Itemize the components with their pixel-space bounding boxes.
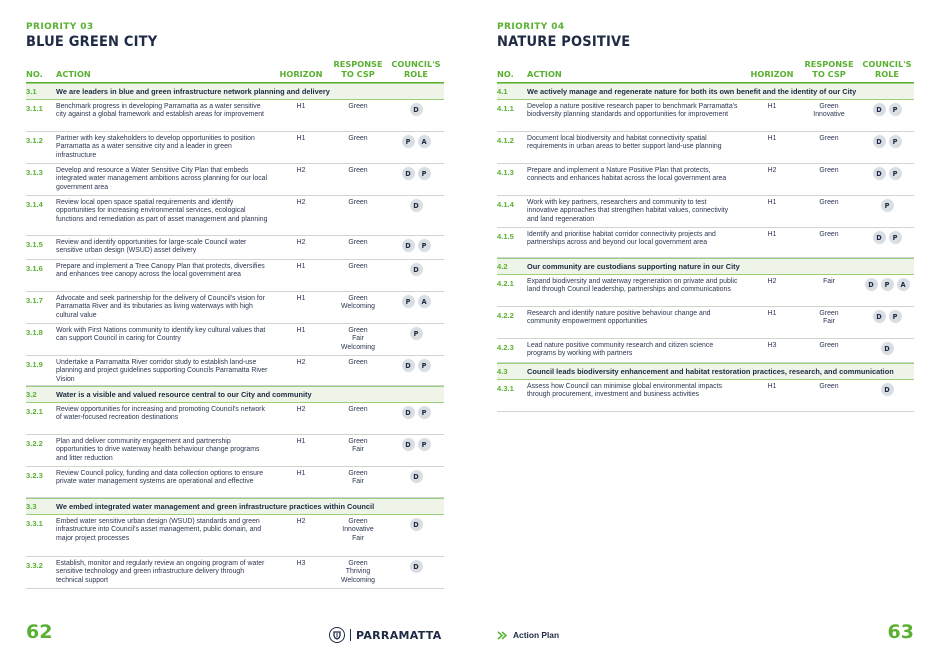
horizon-value: H2 (296, 239, 306, 246)
response-value: Green (348, 359, 368, 366)
table-row (497, 132, 914, 164)
action-number: 3.3.2 (26, 561, 43, 570)
action-text: Benchmark progress in developing Parramatta as a water sensitive city against a global framework and establish areas for improvement (56, 103, 264, 119)
role-badge: P (889, 310, 902, 323)
section-title: Our community are custodians supporting nature in our City (527, 262, 740, 271)
horizon-value: H1 (296, 135, 306, 142)
action-number: 3.1.7 (26, 296, 43, 305)
action-number: 3.1.2 (26, 136, 43, 145)
section-row (497, 83, 914, 100)
horizon-value: H1 (296, 295, 306, 302)
header-no: NO. (26, 68, 43, 79)
council-role-badges (859, 231, 915, 244)
response-value: Green Fair Welcoming (341, 327, 375, 351)
action-text: Work with First Nations community to identify key cultural values that can support Council in caring for Country (56, 327, 266, 343)
table-header (26, 57, 444, 83)
action-number: 4.2.1 (497, 279, 514, 288)
parramatta-logo (329, 627, 442, 643)
header-role: COUNCIL'S ROLE (391, 59, 441, 79)
council-role-badges (388, 327, 444, 340)
section-row (26, 386, 444, 403)
horizon-value: H2 (296, 359, 306, 366)
action-text: Assess how Council can minimise global environmental impacts through procurement, investment and business activities (527, 383, 722, 399)
section-number: 4.3 (497, 367, 508, 376)
response-value: Green Fair (819, 310, 839, 326)
action-number: 4.1.4 (497, 200, 514, 209)
table-row (497, 100, 914, 132)
action-number: 3.1.8 (26, 328, 43, 337)
header-response: RESPONSE TO CSP (804, 59, 854, 79)
council-role-badges (388, 438, 444, 451)
table-row (26, 236, 444, 260)
header-action: ACTION (527, 68, 562, 79)
horizon-value: H3 (767, 342, 777, 349)
role-badge: D (873, 231, 886, 244)
priority-label: PRIORITY 03 (26, 22, 94, 32)
action-number: 3.1.6 (26, 264, 43, 273)
table-row (26, 132, 444, 164)
role-badge: P (418, 359, 431, 372)
priority-title: BLUE GREEN CITY (26, 34, 158, 50)
horizon-value: H1 (296, 327, 306, 334)
table-row (497, 307, 914, 339)
section-number: 4.2 (497, 262, 508, 271)
action-number: 4.2.3 (497, 343, 514, 352)
council-role-badges (388, 359, 444, 372)
role-badge: D (410, 518, 423, 531)
council-role-badges (388, 167, 444, 180)
action-text: Review opportunities for increasing and promoting Council's network of water-focused recreation destinations (56, 406, 265, 422)
horizon-value: H2 (767, 278, 777, 285)
action-text: Establish, monitor and regularly review an ongoing program of water sensitive technology and green infrastructure delivery through technical support (56, 560, 265, 584)
table-row (497, 339, 914, 363)
horizon-value: H1 (296, 438, 306, 445)
section-row (26, 498, 444, 515)
table-row (26, 324, 444, 356)
action-text: Document local biodiversity and habitat connectivity spatial requirements in urban areas to better support land-use planning (527, 135, 722, 151)
role-badge: D (410, 263, 423, 276)
section-number: 3.3 (26, 502, 37, 511)
response-value: Green (348, 263, 368, 270)
role-badge: P (418, 167, 431, 180)
header-role: COUNCIL'S ROLE (862, 59, 912, 79)
role-badge: D (402, 406, 415, 419)
footer-label-text: Action Plan (513, 630, 560, 640)
role-badge: P (881, 278, 894, 291)
section-title: We actively manage and regenerate nature for both its own benefit and the identity of our City (527, 87, 857, 96)
action-number: 3.1.5 (26, 240, 43, 249)
table-row (26, 164, 444, 196)
response-value: Green (348, 406, 368, 413)
logo-divider (350, 629, 351, 641)
table-row (26, 292, 444, 324)
role-badge: D (402, 167, 415, 180)
action-text: Work with key partners, researchers and community to test innovative approaches that strengthen habitat values, connectivity and land regeneration (527, 199, 729, 223)
role-badge: D (873, 135, 886, 148)
table-row (26, 557, 444, 589)
header-horizon: HORIZON (279, 68, 323, 79)
table-row (26, 435, 444, 467)
header-action: ACTION (56, 68, 91, 79)
header-horizon: HORIZON (750, 68, 794, 79)
action-number: 3.1.4 (26, 200, 43, 209)
council-role-badges (859, 383, 915, 396)
section-row (497, 363, 914, 380)
response-value: Green (819, 199, 839, 206)
table-row (497, 275, 914, 307)
response-value: Fair (823, 278, 835, 285)
table-row (26, 515, 444, 557)
response-value: Green (819, 135, 839, 142)
role-badge: P (889, 231, 902, 244)
council-role-badges (388, 239, 444, 252)
action-number: 4.3.1 (497, 384, 514, 393)
response-value: Green (348, 239, 368, 246)
action-text: Prepare and implement a Tree Canopy Plan that protects, diversifies and enhances tree canopy across the local government area (56, 263, 265, 279)
role-badge: P (889, 103, 902, 116)
horizon-value: H2 (296, 406, 306, 413)
role-badge: P (402, 135, 415, 148)
role-badge: D (881, 342, 894, 355)
section-title: We embed integrated water management and green infrastructure practices within Council (56, 502, 375, 511)
horizon-value: H1 (767, 135, 777, 142)
action-table (497, 83, 914, 412)
action-text: Lead nature positive community research and citizen science programs by working with partners (527, 342, 714, 358)
table-row (497, 380, 914, 412)
table-row (26, 100, 444, 132)
section-number: 3.1 (26, 87, 37, 96)
table-row (497, 164, 914, 196)
response-value: Green Fair (348, 438, 368, 454)
role-badge: D (881, 383, 894, 396)
horizon-value: H2 (296, 199, 306, 206)
horizon-value: H1 (767, 310, 777, 317)
council-role-badges (388, 560, 444, 573)
table-row (26, 260, 444, 292)
response-value: Green (348, 199, 368, 206)
council-role-badges (859, 103, 915, 116)
horizon-value: H2 (296, 518, 306, 525)
horizon-value: H2 (296, 167, 306, 174)
action-number: 4.1.2 (497, 136, 514, 145)
council-role-badges (388, 199, 444, 212)
logo-wordmark: PARRAMATTA (356, 628, 442, 642)
action-number: 4.1.1 (497, 104, 514, 113)
action-table (26, 83, 444, 589)
horizon-value: H1 (296, 103, 306, 110)
left-column (26, 22, 444, 589)
section-title: Council leads biodiversity enhancement and habitat restoration practices, research, and communication (527, 367, 894, 376)
response-value: Green Fair (348, 470, 368, 486)
page-number: 63 (887, 621, 914, 643)
action-number: 3.3.1 (26, 519, 43, 528)
table-row (26, 356, 444, 386)
table-header (497, 57, 914, 83)
action-text: Review and identify opportunities for large-scale Council water sensitive urban design (WSUD) asset delivery (56, 239, 247, 255)
response-value: Green (819, 167, 839, 174)
section-title: Water is a visible and valued resource central to our City and community (56, 390, 312, 399)
footer-section-label (497, 630, 559, 640)
action-text: Identify and prioritise habitat corridor connectivity projects and partnerships across and beyond our local government area (527, 231, 716, 247)
header-response: RESPONSE TO CSP (333, 59, 383, 79)
priority-label: PRIORITY 04 (497, 22, 565, 32)
role-badge: A (418, 135, 431, 148)
role-badge: A (418, 295, 431, 308)
role-badge: D (873, 167, 886, 180)
section-row (497, 258, 914, 275)
action-text: Review Council policy, funding and data collection options to ensure private water management systems are operational and effective (56, 470, 264, 486)
council-role-badges (859, 278, 915, 291)
role-badge: P (402, 295, 415, 308)
response-value: Green (348, 103, 368, 110)
action-text: Plan and deliver community engagement and partnership opportunities to drive waterway health behaviour change programs and litter reduction (56, 438, 260, 462)
role-badge: P (418, 438, 431, 451)
section-title: We are leaders in blue and green infrastructure network planning and delivery (56, 87, 330, 96)
council-role-badges (859, 135, 915, 148)
council-role-badges (388, 295, 444, 308)
response-value: Green Thriving Welcoming (341, 560, 375, 584)
role-badge: P (889, 135, 902, 148)
role-badge: P (410, 327, 423, 340)
role-badge: D (873, 103, 886, 116)
action-number: 4.1.3 (497, 168, 514, 177)
role-badge: D (865, 278, 878, 291)
action-text: Advocate and seek partnership for the delivery of Council's vision for Parramatta River and its tributaries as living waterways with high cultural value (56, 295, 265, 319)
response-value: Green Innovative Fair (342, 518, 374, 542)
council-role-badges (859, 310, 915, 323)
council-role-badges (388, 103, 444, 116)
role-badge: D (402, 438, 415, 451)
horizon-value: H1 (767, 103, 777, 110)
action-text: Prepare and implement a Nature Positive Plan that protects, connects and enhances habitat across the local government area (527, 167, 727, 183)
council-role-badges (388, 135, 444, 148)
horizon-value: H1 (296, 470, 306, 477)
action-text: Develop and resource a Water Sensitive City Plan that embeds integrated water management ambitions across planning for our local government area (56, 167, 268, 191)
role-badge: P (418, 406, 431, 419)
header-no: NO. (497, 68, 514, 79)
table-row (497, 196, 914, 228)
horizon-value: H1 (767, 199, 777, 206)
council-role-badges (388, 518, 444, 531)
horizon-value: H1 (767, 383, 777, 390)
role-badge: D (402, 359, 415, 372)
role-badge: P (881, 199, 894, 212)
action-text: Partner with key stakeholders to develop opportunities to position Parramatta as a water sensitive city and a leader in green infrastructure (56, 135, 255, 159)
horizon-value: H1 (296, 263, 306, 270)
action-text: Undertake a Parramatta River corridor study to establish land-use planning and project guidelines supporting Councils Parramatta River Vision (56, 359, 268, 383)
action-number: 3.1.1 (26, 104, 43, 113)
role-badge: P (418, 239, 431, 252)
action-text: Embed water sensitive urban design (WSUD) standards and green infrastructure into Council's asset management, public domain, and major project processes (56, 518, 262, 542)
section-row (26, 83, 444, 100)
role-badge: D (873, 310, 886, 323)
action-number: 3.1.3 (26, 168, 43, 177)
action-number: 4.1.5 (497, 232, 514, 241)
table-row (26, 403, 444, 435)
action-number: 3.1.9 (26, 360, 43, 369)
horizon-value: H2 (767, 167, 777, 174)
action-number: 4.2.2 (497, 311, 514, 320)
action-text: Expand biodiversity and waterway regeneration on private and public land through Council leadership, partnerships and communications (527, 278, 738, 294)
table-row (497, 228, 914, 258)
action-text: Research and identify nature positive behaviour change and community empowerment opportunities (527, 310, 711, 326)
section-number: 3.2 (26, 390, 37, 399)
response-value: Green Innovative (813, 103, 845, 119)
action-text: Develop a nature positive research paper to benchmark Parramatta's biodiversity planning standards and opportunities for improvement (527, 103, 738, 119)
priority-title: NATURE POSITIVE (497, 34, 631, 50)
role-badge: D (410, 103, 423, 116)
action-number: 3.2.1 (26, 407, 43, 416)
council-role-badges (388, 470, 444, 483)
response-value: Green (348, 135, 368, 142)
council-role-badges (859, 167, 915, 180)
response-value: Green Welcoming (341, 295, 375, 311)
right-column (497, 22, 914, 412)
council-role-badges (859, 342, 915, 355)
response-value: Green (819, 383, 839, 390)
council-role-badges (388, 406, 444, 419)
council-role-badges (388, 263, 444, 276)
role-badge: A (897, 278, 910, 291)
table-row (26, 467, 444, 498)
role-badge: D (410, 560, 423, 573)
table-row (26, 196, 444, 236)
action-text: Review local open space spatial requirements and identify opportunities for increasing environmental services, ecological functions and remediation as part of asset management and planning (56, 199, 268, 223)
council-role-badges (859, 199, 915, 212)
horizon-value: H1 (767, 231, 777, 238)
role-badge: D (410, 470, 423, 483)
action-number: 3.2.3 (26, 471, 43, 480)
response-value: Green (819, 342, 839, 349)
action-number: 3.2.2 (26, 439, 43, 448)
section-number: 4.1 (497, 87, 508, 96)
response-value: Green (348, 167, 368, 174)
response-value: Green (819, 231, 839, 238)
role-badge: D (402, 239, 415, 252)
chevron-right-icon (497, 631, 508, 640)
role-badge: D (410, 199, 423, 212)
council-seal-icon (329, 627, 345, 643)
page-number: 62 (26, 621, 53, 643)
horizon-value: H3 (296, 560, 306, 567)
right-page (470, 0, 940, 665)
role-badge: P (889, 167, 902, 180)
